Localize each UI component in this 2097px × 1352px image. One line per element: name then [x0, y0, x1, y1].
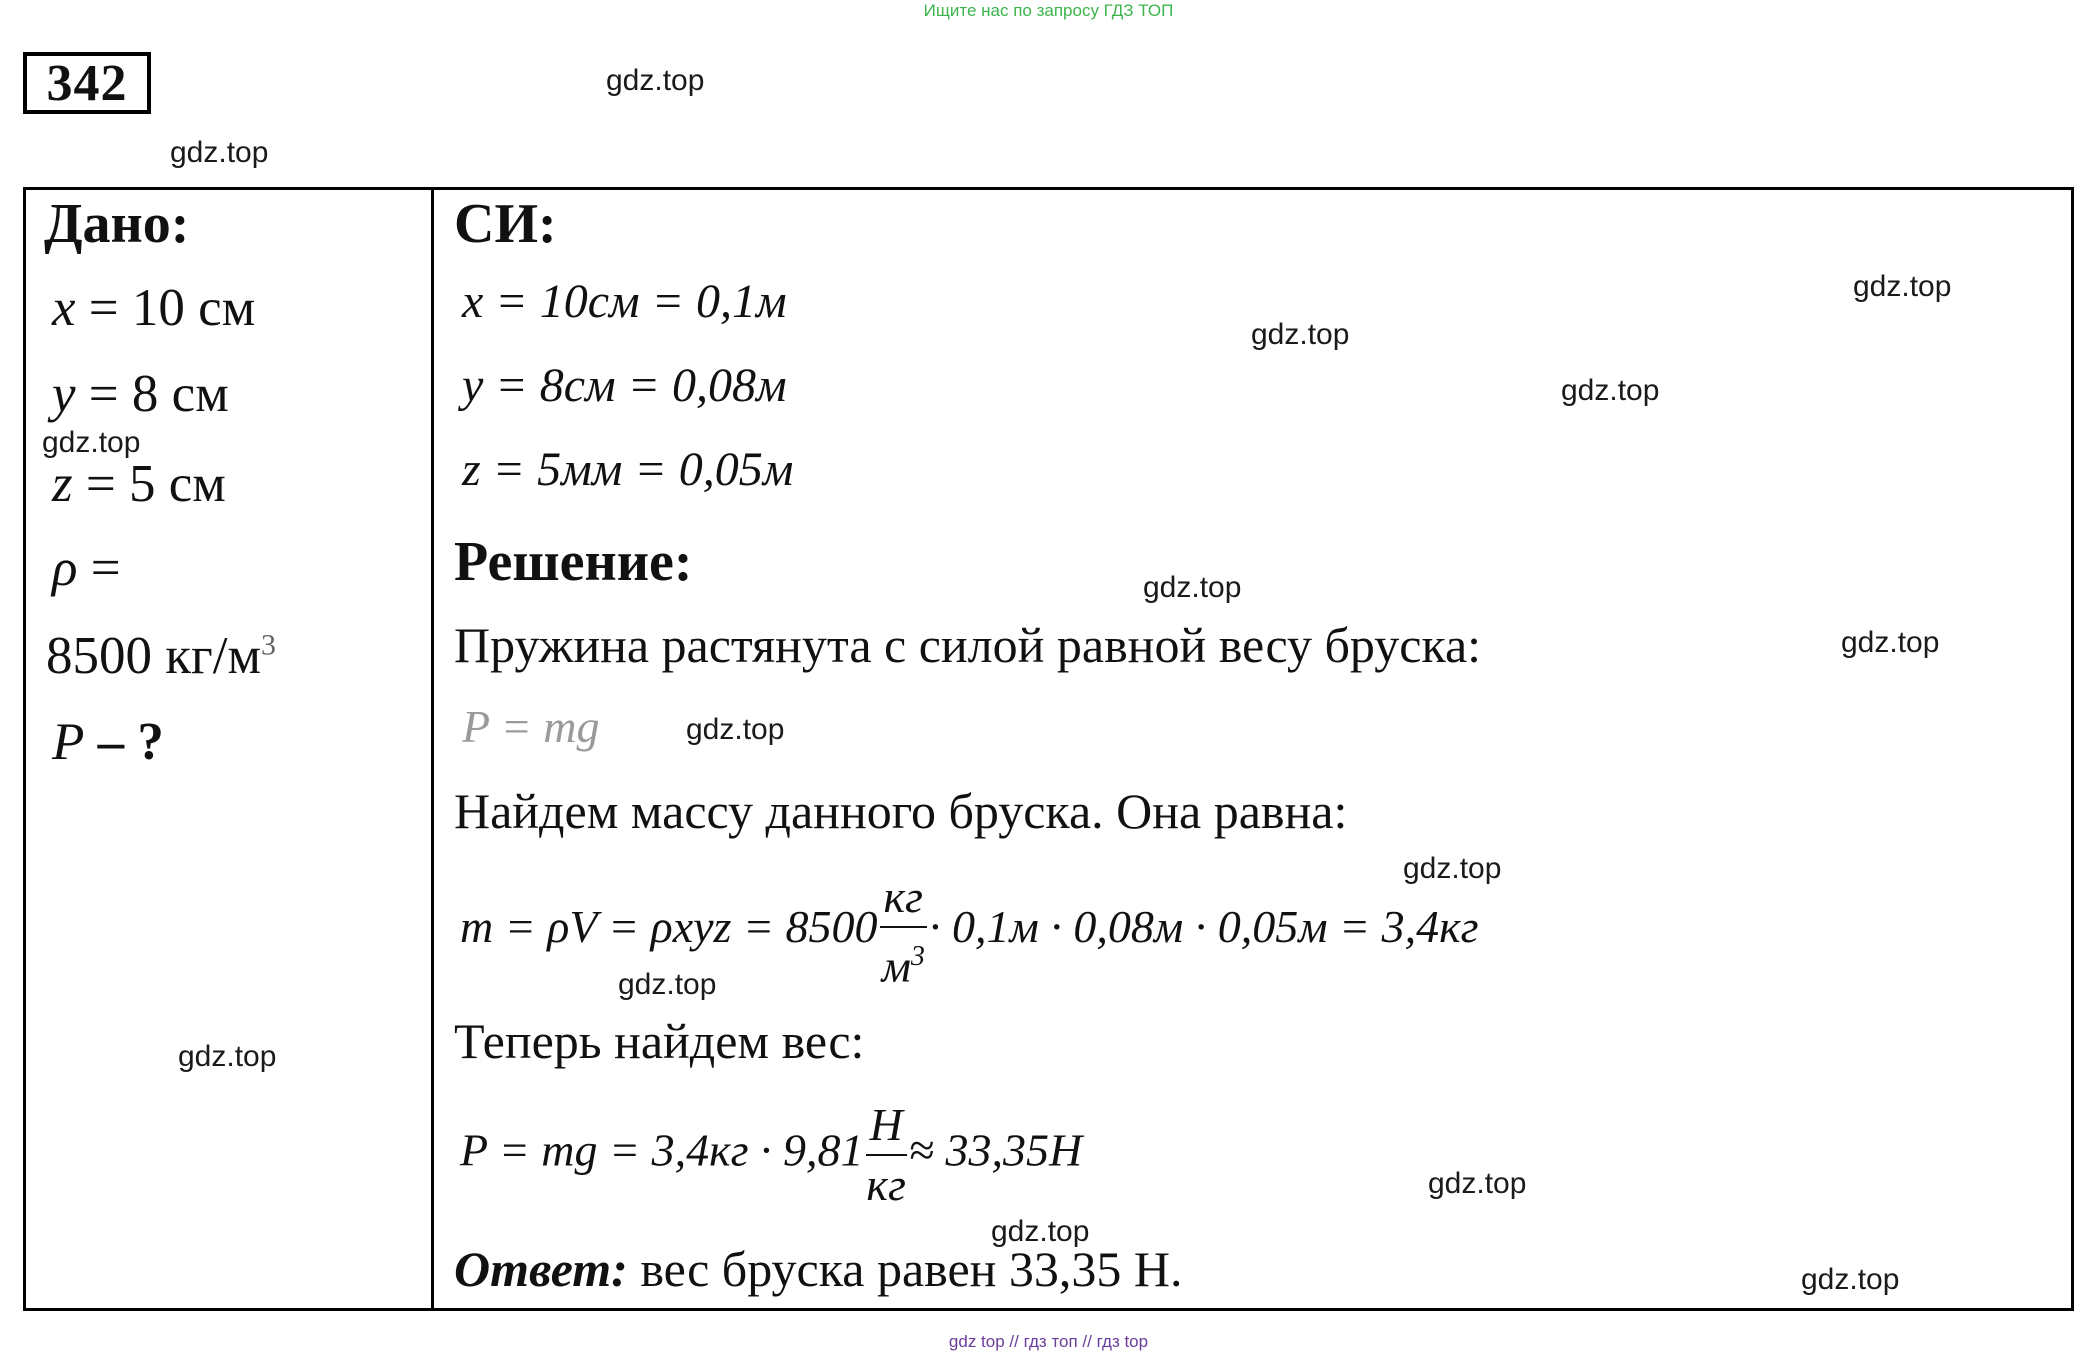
answer-label: Ответ:: [454, 1241, 628, 1297]
problem-number: 342: [23, 52, 151, 114]
si-line-y: y = 8см = 0,08м: [462, 359, 787, 412]
given-y-value: = 8 см: [88, 365, 229, 423]
fraction-numerator: кг: [880, 868, 927, 928]
watermark: gdz.top: [1853, 270, 1952, 303]
formula-weight-value: [460, 1096, 1082, 1214]
fraction-denominator-unit: м: [881, 940, 911, 992]
solution-line-1: Пружина растянута с силой равной весу бруска:: [454, 617, 1482, 673]
watermark: gdz.top: [1251, 318, 1350, 351]
watermark: gdz.top: [991, 1215, 1090, 1248]
fraction-numerator: Н: [866, 1096, 907, 1156]
formula-mass-left: m = ρV = ρxyz = 8500: [460, 901, 878, 953]
fraction-denominator: [880, 928, 927, 995]
watermark: gdz.top: [178, 1040, 277, 1073]
given-find-var: P: [52, 713, 85, 771]
given-find-question: – ?: [97, 713, 164, 771]
given-rho: [52, 538, 121, 598]
fraction-n-per-kg: [866, 1096, 907, 1214]
watermark: gdz.top: [1841, 626, 1940, 659]
watermark: gdz.top: [1428, 1167, 1527, 1200]
fraction-kg-per-m3: [880, 868, 927, 995]
watermark: gdz.top: [1403, 852, 1502, 885]
si-line-x: x = 10см = 0,1м: [462, 275, 787, 328]
given-rho-exponent: 3: [261, 628, 277, 662]
solution-heading: Решение:: [454, 531, 693, 593]
given-rho-eq: =: [90, 539, 121, 597]
watermark: gdz.top: [686, 713, 785, 746]
column-divider: [431, 187, 434, 1311]
given-z-value: = 5 см: [85, 455, 226, 513]
formula-weight: P = mg: [462, 701, 600, 752]
fraction-denominator-exponent: 3: [910, 941, 925, 972]
watermark: gdz.top: [606, 64, 705, 97]
watermark: gdz.top: [1561, 374, 1660, 407]
formula-weight-left: P = mg = 3,4кг · 9,81: [460, 1124, 864, 1176]
given-x-var: x: [52, 279, 76, 337]
given-rho-value: [46, 626, 276, 686]
fraction-denominator: кг: [866, 1159, 906, 1210]
given-y: [52, 364, 229, 424]
given-rho-var: ρ: [52, 539, 78, 597]
si-line-z: z = 5мм = 0,05м: [462, 443, 794, 496]
answer: [454, 1240, 1183, 1298]
given-z-var: z: [52, 455, 73, 513]
given-y-var: y: [52, 365, 76, 423]
si-heading: СИ:: [454, 193, 557, 255]
watermark: gdz.top: [618, 968, 717, 1001]
given-z: [52, 454, 226, 514]
watermark: gdz.top: [1143, 571, 1242, 604]
top-banner: Ищите нас по запросу ГДЗ ТОП: [923, 1, 1174, 20]
watermark: gdz.top: [42, 426, 141, 459]
formula-weight-right: ≈ 33,35Н: [908, 1124, 1083, 1176]
solution-line-2: Найдем массу данного бруска. Она равна:: [454, 783, 1348, 839]
answer-text: вес бруска равен 33,35 Н.: [627, 1241, 1183, 1297]
formula-mass-right: · 0,1м · 0,08м · 0,05м = 3,4кг: [928, 901, 1479, 953]
solution-line-3: Теперь найдем вес:: [454, 1013, 865, 1069]
watermark: gdz.top: [1801, 1263, 1900, 1296]
given-heading: Дано:: [44, 193, 190, 255]
formula-mass: [460, 868, 1479, 995]
watermark: gdz.top: [170, 136, 269, 169]
given-find: [52, 712, 164, 772]
given-x-value: = 10 см: [88, 279, 256, 337]
given-x: [52, 278, 255, 338]
given-rho-number: 8500 кг/м: [46, 627, 262, 685]
footer-links[interactable]: gdz top // гдз топ // гдз top: [948, 1332, 1149, 1351]
